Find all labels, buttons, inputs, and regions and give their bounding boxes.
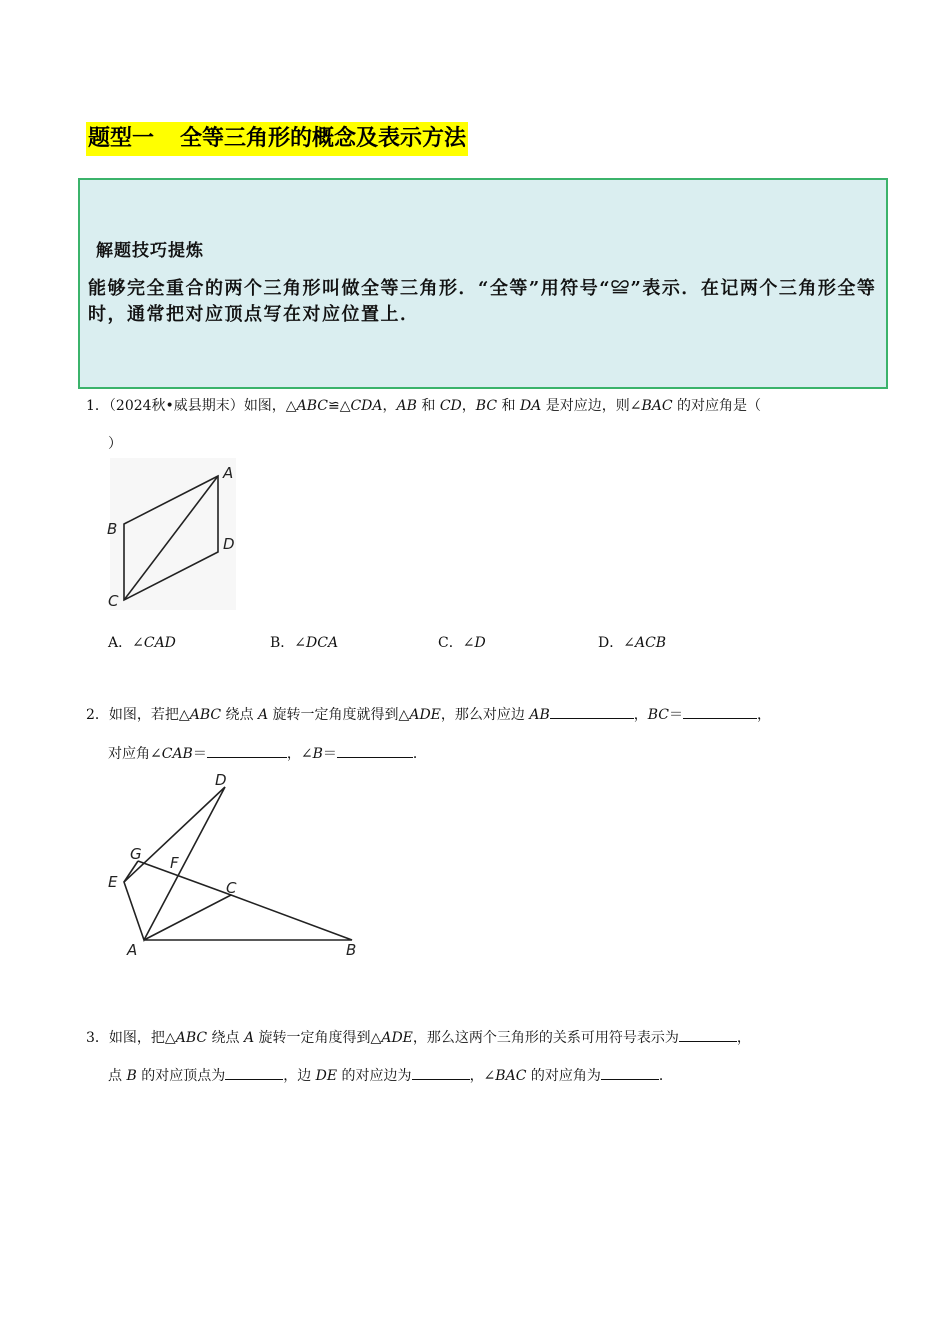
q2-text: ＝ [192, 746, 207, 762]
section-title-number: 题型一 [88, 126, 155, 151]
q3-text: ． [658, 1068, 673, 1084]
q2-var: A [257, 707, 269, 723]
q1-figure [100, 458, 250, 618]
q3-var: ADE [381, 1030, 413, 1046]
q2-text: 绕点 [221, 707, 258, 723]
q3-var: A [243, 1030, 255, 1046]
q1-option-d[interactable] [598, 632, 666, 652]
question-2-line-2 [108, 742, 708, 764]
q1-option-c[interactable] [438, 632, 486, 652]
q2-triangle-acb [144, 895, 352, 940]
q1-text: ， [461, 398, 476, 414]
q2-var: B [312, 746, 323, 762]
q1-source: （2024秋•威县期末） [108, 398, 244, 414]
q2-text: 旋转一定角度就得到△ [268, 707, 410, 723]
q2-blank-4[interactable] [337, 742, 413, 758]
q2-text: 对应角∠ [108, 746, 162, 762]
q3-var: BAC [495, 1068, 527, 1084]
question-3 [86, 1026, 876, 1048]
option-value: CAD [143, 635, 176, 651]
option-value: D [474, 635, 486, 651]
option-letter: B． [270, 635, 295, 651]
q1-figure-background [110, 458, 236, 610]
q3-text: 点 [108, 1068, 127, 1084]
q3-text: 的对应边为 [337, 1068, 412, 1084]
q2-text: ，那么对应边 [440, 707, 530, 723]
q3-blank-3[interactable] [412, 1064, 470, 1080]
q1-text: 的对应角是（ [672, 398, 762, 414]
q3-blank-4[interactable] [601, 1064, 659, 1080]
q1-text: 是对应边，则∠ [541, 398, 642, 414]
q1-text: 和 [416, 398, 440, 414]
q2-label-d: D [215, 771, 227, 789]
q3-text: ， [736, 1030, 751, 1046]
q2-text: ，∠ [286, 746, 313, 762]
option-angle: ∠ [462, 635, 475, 651]
q2-label-f: F [170, 854, 179, 872]
q2-blank-3[interactable] [207, 742, 287, 758]
q3-blank-2[interactable] [225, 1064, 283, 1080]
q1-var: CD [439, 398, 462, 414]
q2-text: ， [757, 707, 772, 723]
q2-label-b: B [346, 941, 357, 959]
q1-option-b[interactable] [270, 632, 338, 652]
option-value: DCA [306, 635, 339, 651]
q1-text: ， [382, 398, 397, 414]
q2-segment-gc [138, 861, 231, 895]
q1-text: ≌△ [327, 398, 351, 414]
q2-var: ADE [409, 707, 441, 723]
q2-label-e: E [108, 873, 118, 891]
q3-var: B [126, 1068, 137, 1084]
option-angle: ∠ [623, 635, 635, 651]
section-title-text: 全等三角形的概念及表示方法 [180, 126, 467, 151]
q2-text: ， [633, 707, 648, 723]
option-letter: A． [108, 635, 133, 651]
q3-text: ，那么这两个三角形的关系可用符号表示为 [412, 1030, 679, 1046]
q2-text: ． [412, 746, 427, 762]
question-2 [86, 703, 876, 725]
q1-var: AB [396, 398, 417, 414]
q2-text: ＝ [669, 707, 684, 723]
q3-number: 3． [86, 1030, 109, 1046]
q3-text: 的对应顶点为 [136, 1068, 226, 1084]
q1-text: 和 [497, 398, 520, 414]
q2-figure [100, 765, 380, 965]
q1-label-a: A [223, 464, 234, 482]
q1-var: CDA [350, 398, 383, 414]
q1-var: BAC [641, 398, 673, 414]
q1-var: DA [519, 398, 542, 414]
q2-label-a: A [127, 941, 138, 959]
q1-option-a[interactable] [108, 632, 176, 652]
option-angle: ∠ [294, 635, 307, 651]
q2-text: ＝ [322, 746, 337, 762]
q2-text: 如图，若把△ [108, 707, 190, 723]
q3-var: ABC [175, 1030, 208, 1046]
q2-label-g: G [130, 845, 142, 863]
option-value: ACB [634, 635, 667, 651]
q2-number: 2． [86, 707, 109, 723]
q3-text: 绕点 [207, 1030, 244, 1046]
q3-text: ，边 [283, 1068, 316, 1084]
q1-var: BC [475, 398, 498, 414]
option-letter: C． [438, 635, 463, 651]
q2-var: CAB [161, 746, 193, 762]
q2-blank-2[interactable] [683, 703, 757, 719]
q1-label-c: C [108, 592, 119, 610]
tip-box [78, 178, 888, 389]
q3-text: 的对应角为 [526, 1068, 601, 1084]
section-title [86, 122, 468, 156]
q1-label-b: B [107, 520, 118, 538]
tip-heading: 解题技巧提炼 [96, 241, 204, 261]
tip-text: 能够完全重合的两个三角形叫做全等三角形．“全等”用符号“≌”表示．在记两个三角形全等时，通常把对应顶点写在对应位置上． [88, 278, 877, 325]
q1-number: 1． [86, 398, 109, 414]
q3-text: 旋转一定角度得到△ [254, 1030, 382, 1046]
q2-var: AB [529, 707, 550, 723]
q3-blank-1[interactable] [679, 1026, 737, 1042]
option-angle: ∠ [132, 635, 144, 651]
question-1 [86, 396, 886, 416]
q2-var: BC [647, 707, 670, 723]
question-3-line-2 [108, 1064, 808, 1086]
q3-var: DE [315, 1068, 338, 1084]
q2-label-c: C [226, 879, 237, 897]
q3-text: ，∠ [469, 1068, 496, 1084]
q1-text: 如图，△ [243, 398, 297, 414]
q1-paren-close: ） [108, 436, 122, 452]
q2-blank-1[interactable] [550, 703, 634, 719]
q3-text: 如图，把△ [108, 1030, 176, 1046]
q1-label-d: D [223, 535, 235, 553]
q2-var: ABC [189, 707, 222, 723]
q1-var: ABC [296, 398, 328, 414]
option-letter: D． [598, 635, 624, 651]
